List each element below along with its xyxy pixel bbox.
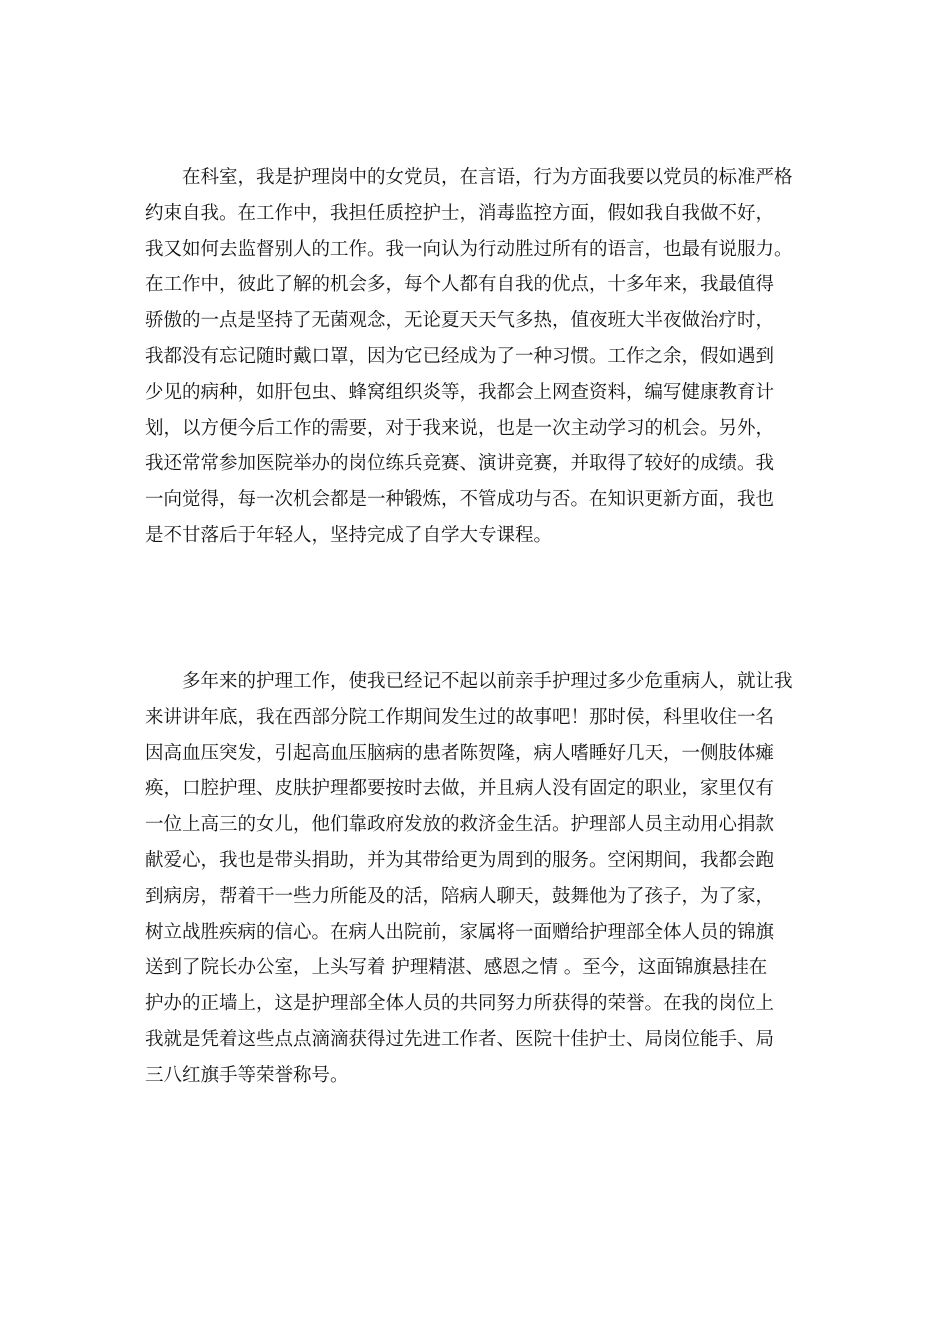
paragraph-2 — [145, 664, 810, 1094]
text-line: 我就是凭着这些点点滴滴获得过先进工作者、医院十佳护士、局岗位能手、局 — [145, 1028, 775, 1050]
text-line: 少见的病种，如肝包虫、蜂窝组织炎等，我都会上网查资料，编写健康教育计 — [145, 381, 775, 403]
text-line: 献爱心，我也是带头捐助，并为其带给更为周到的服务。空闲期间，我都会跑 — [145, 849, 775, 871]
text-line: 痪，口腔护理、皮肤护理都要按时去做，并且病人没有固定的职业，家里仅有 — [145, 778, 775, 800]
text-line: 一向觉得，每一次机会都是一种锻炼，不管成功与否。在知识更新方面，我也 — [145, 489, 775, 511]
text-line: 在工作中，彼此了解的机会多，每个人都有自我的优点，十多年来，我最值得 — [145, 274, 775, 296]
text-line: 三八红旗手等荣誉称号。 — [145, 1064, 349, 1086]
text-line: 划，以方便今后工作的需要，对于我来说，也是一次主动学习的机会。另外， — [145, 417, 775, 439]
text-line: 多年来的护理工作，使我已经记不起以前亲手护理过多少危重病人，就让我 — [145, 671, 793, 692]
text-line: 在科室，我是护理岗中的女党员，在言语，行为方面我要以党员的标准严格 — [145, 167, 793, 188]
text-line: 约束自我。在工作中，我担任质控护士，消毒监控方面，假如我自我做不好， — [145, 202, 775, 224]
text-line: 我还常常参加医院举办的岗位练兵竞赛、演讲竞赛，并取得了较好的成绩。我 — [145, 453, 775, 475]
text-line: 骄傲的一点是坚持了无菌观念，无论夏天天气多热，值夜班大半夜做治疗时， — [145, 310, 775, 332]
text-line: 一位上高三的女儿，他们靠政府发放的救济金生活。护理部人员主动用心捐款 — [145, 814, 775, 836]
text-line: 来讲讲年底，我在西部分院工作期间发生过的故事吧！那时侯，科里收住一名 — [145, 706, 775, 728]
text-line: 是不甘落后于年轻人，坚持完成了自学大专课程。 — [145, 524, 553, 546]
text-line: 我都没有忘记随时戴口罩，因为它已经成为了一种习惯。工作之余，假如遇到 — [145, 345, 775, 367]
text-line: 护办的正墙上，这是护理部全体人员的共同努力所获得的荣誉。在我的岗位上 — [145, 993, 775, 1015]
text-line: 因高血压突发，引起高血压脑病的患者陈贺隆，病人嗜睡好几天，一侧肢体瘫 — [145, 742, 775, 764]
text-line: 送到了院长办公室，上头写着 护理精湛、感恩之情 。至今，这面锦旗悬挂在 — [145, 957, 768, 979]
text-line: 到病房，帮着干一些力所能及的活，陪病人聊天，鼓舞他为了孩子，为了家， — [145, 885, 775, 907]
text-line: 树立战胜疾病的信心。在病人出院前，家属将一面赠给护理部全体人员的锦旗 — [145, 921, 775, 943]
text-line: 我又如何去监督别人的工作。我一向认为行动胜过所有的语言，也最有说服力。 — [145, 238, 793, 260]
paragraph-1 — [145, 160, 810, 554]
